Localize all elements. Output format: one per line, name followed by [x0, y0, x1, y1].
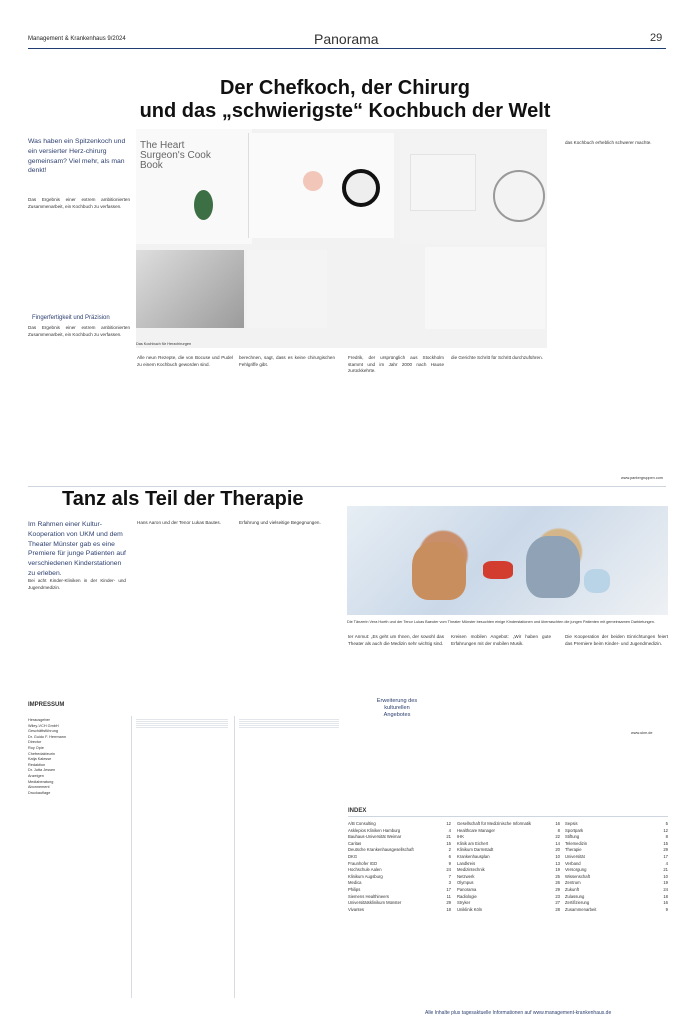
index-page: 15 — [663, 840, 668, 846]
index-page: 25 — [555, 873, 560, 879]
index-entry: Asklepios Kliniken Hamburg — [348, 827, 401, 833]
index-row — [457, 894, 560, 901]
index-page: 16 — [663, 900, 668, 906]
impressum-line-rule — [239, 719, 339, 720]
index-page: 16 — [555, 821, 560, 826]
index-entry: Radiologie — [457, 893, 477, 899]
cookbook-photo — [136, 129, 547, 348]
index-page: 13 — [555, 860, 560, 866]
chef-col-1 — [28, 197, 130, 210]
index-entry: IHK — [457, 834, 464, 840]
impressum-line-rule — [239, 721, 339, 722]
index-col-3 — [565, 821, 668, 913]
index-row — [348, 887, 451, 894]
index-page: 12 — [663, 827, 668, 833]
index-entry: Netzwerk — [457, 873, 475, 879]
index-row — [457, 887, 560, 894]
header-rule — [28, 48, 666, 49]
dance-col-4: ter Anmut: „Es geht um Ihnen, der sowohl das Theater als auch die Medizin sehr wichtig sind. — [348, 634, 444, 646]
index-row — [348, 880, 451, 887]
index-page: 10 — [663, 873, 668, 879]
index-entry: Medizintechnik — [457, 867, 485, 873]
index-row — [565, 841, 668, 848]
page-number: 29 — [650, 32, 663, 44]
index-page: 3 — [448, 880, 451, 886]
index-row — [565, 854, 668, 861]
chef-col-1-text: Das Ergebnis einer extrem ambitionierten Zusammenarbeit, ein Kochbuch zu verfassen. — [28, 197, 130, 209]
index-entry: Krankenhausplan — [457, 853, 490, 859]
impressum-line-rule — [136, 727, 228, 728]
dance-source: www.ukm.de — [631, 731, 653, 735]
impressum-line: Geschäftsführung — [28, 729, 58, 734]
index-row — [565, 900, 668, 907]
index-row — [348, 828, 451, 835]
section-divider — [28, 486, 666, 487]
index-entry: Zertifizierung — [565, 900, 590, 906]
index-page: 23 — [555, 893, 560, 899]
index-row — [457, 874, 560, 881]
index-page: 17 — [663, 853, 668, 859]
chef-col-1b — [28, 325, 130, 470]
impressum-line: Anzeigen — [28, 773, 44, 778]
index-row — [565, 880, 668, 887]
index-page: 29 — [446, 900, 451, 906]
dance-headline: Tanz als Teil der Therapie — [62, 488, 304, 510]
index-row — [565, 907, 668, 914]
index-page: 12 — [446, 821, 451, 826]
footer-text: Alle Inhalte plus tagesaktuelle Informationen auf www.management-krankenhaus.de — [425, 1010, 612, 1016]
impressum-divider-2 — [234, 716, 235, 998]
index-row — [348, 874, 451, 881]
impressum-line-rule — [136, 723, 228, 724]
index-entry: Sportpark — [565, 827, 584, 833]
impressum-line-rule — [239, 727, 339, 728]
index-entry: Sepsis — [565, 821, 578, 826]
index-page: 8 — [557, 827, 560, 833]
index-entry: Versorgung — [565, 867, 587, 873]
impressum-line-rule — [136, 721, 228, 722]
index-row — [457, 854, 560, 861]
index-row — [348, 834, 451, 841]
index-entry: Klinik am Eichert — [457, 840, 489, 846]
index-page: 27 — [555, 900, 560, 906]
index-entry: Siemens Healthineers — [348, 893, 389, 899]
index-page: 18 — [663, 893, 668, 899]
index-page: 4 — [665, 860, 668, 866]
chef-right-col: das Kochbuch erheblich schwerer machte. — [565, 140, 652, 145]
index-page: 14 — [555, 840, 560, 846]
index-entry: Philips — [348, 886, 361, 892]
dance-lead: Im Rahmen einer Kultur-Kooperation von UKM und dem Theater Münster gab es eine Premiere für junge Patienten auf verschiedenen Kinderstationen zu erleben. — [28, 521, 126, 577]
knife-page — [247, 250, 327, 328]
index-entry: DKG — [348, 853, 358, 859]
index-page: 9 — [665, 906, 668, 912]
index-row — [348, 854, 451, 861]
index-row — [457, 847, 560, 854]
sketch-page — [410, 154, 476, 211]
index-page: 29 — [555, 886, 560, 892]
index-entry: Olympus — [457, 880, 474, 886]
index-rule — [348, 816, 668, 817]
index-page: 28 — [555, 906, 560, 912]
index-entry: Therapie — [565, 847, 582, 853]
index-page: 24 — [663, 886, 668, 892]
index-page: 22 — [555, 834, 560, 840]
index-entry: Vivantes — [348, 906, 364, 912]
index-entry: Klinikum Darmstadt — [457, 847, 494, 853]
index-entry: Deutsche Krankenhausgesellschaft — [348, 847, 414, 853]
impressum-line: Mediaberatung — [28, 779, 54, 784]
index-row — [457, 861, 560, 868]
index-entry: Uniklinik Köln — [457, 906, 483, 912]
index-page: 18 — [446, 906, 451, 912]
dance-photo — [347, 506, 668, 615]
chef-source: www.pantergruppen.com — [621, 476, 663, 480]
index-col-1 — [348, 821, 451, 913]
index-entry: Zukunft — [565, 886, 579, 892]
dance-col-5: Kreisen mobilen Angebot: „Wir haben gute Erfahrungen mit der mobilen Musik. — [451, 634, 551, 646]
impressum-line: Chefredakteurin — [28, 751, 56, 756]
index-entry: Zusammenarbeit — [565, 906, 597, 912]
scissors-page — [425, 247, 545, 329]
index-page: 21 — [446, 834, 451, 840]
index-row — [348, 894, 451, 901]
child-figure — [584, 569, 610, 593]
dance-col-3: Erfahrung und vielseitige Begegnungen. — [239, 520, 321, 525]
index-title: INDEX — [348, 808, 367, 814]
index-row — [565, 847, 668, 854]
index-entry: Universität — [565, 853, 585, 859]
vegetable-illustration — [194, 190, 213, 220]
index-row — [565, 834, 668, 841]
impressum-line: Herausgeber — [28, 718, 50, 722]
index-row — [457, 900, 560, 907]
index-entry: Universitätsklinikum Münster — [348, 900, 402, 906]
index-entry: Zentrum — [565, 880, 581, 886]
index-entry: Healthcare Manager — [457, 827, 495, 833]
index-entry: A/B Consulting — [348, 821, 376, 826]
index-page: 26 — [555, 880, 560, 886]
index-row — [457, 834, 560, 841]
index-page: 10 — [555, 853, 560, 859]
cookbook-spread — [248, 133, 394, 238]
dance-col-2: Hans Aaron und der Tenor Lukas Bautes. — [137, 520, 221, 525]
index-page: 6 — [448, 853, 451, 859]
impressum-line-rule — [136, 719, 228, 720]
chefs-photo — [136, 250, 244, 328]
food-dish — [303, 171, 323, 191]
impressum-line: Katja Kalesse — [28, 757, 52, 762]
index-row — [565, 887, 668, 894]
index-page: 5 — [665, 821, 668, 826]
index-page: 17 — [446, 886, 451, 892]
index-col-2 — [457, 821, 560, 913]
chef-subhead: Fingerfertigkeit und Präzision — [32, 315, 110, 321]
chef-col-5: die Gerichte Schritt für Schritt durchzuführen. — [451, 355, 543, 360]
index-page: 15 — [446, 840, 451, 846]
article-headline-1: Der Chefkoch, der Chirurg — [219, 77, 471, 99]
dance-caption: Die Tänzerin Vera Hoeth und der Tenor Lukas Baeuter vom Theater Münster besuchten einige Kinderstationen und überraschten die jungen Patienten mit gemeinsamen Darbietungen. — [347, 620, 655, 624]
index-row — [457, 907, 560, 914]
dancer-figure — [526, 536, 580, 598]
index-page: 19 — [663, 880, 668, 886]
impressum-title: IMPRESSUM — [28, 702, 65, 708]
index-page: 11 — [446, 893, 451, 899]
impressum-line: Abonnement — [28, 785, 50, 790]
dance-col-6: Die Kooperation der beiden Einrichtungen feiert das Premiere beim Kinder- und Jugendmedizin. — [565, 634, 668, 646]
impressum-line-rule — [239, 723, 339, 724]
header-left: Management & Krankenhaus 9/2024 — [28, 36, 126, 42]
pot-page — [329, 247, 425, 329]
index-entry: Medica — [348, 880, 362, 886]
index-entry: Landkreis — [457, 860, 476, 866]
index-row — [565, 821, 668, 828]
section-title: Panorama — [314, 31, 379, 47]
impressum-line: Druckauflage — [28, 790, 51, 795]
index-row — [457, 867, 560, 874]
index-entry: Klinikum Augsburg — [348, 873, 383, 879]
chef-col-4: Fredrik, der ursprünglich aus Stockholm stammt und im Jahr 2000 nach Hause zurückkehrte. — [348, 355, 444, 374]
index-entry: Stryker — [457, 900, 471, 906]
chef-col-1b-text: Das Ergebnis einer extrem ambitionierten Zusammenarbeit, ein Kochbuch zu verfassen. — [28, 325, 130, 337]
impressum-line: Dr. Guido F. Herrmann — [28, 734, 66, 739]
index-page: 21 — [663, 867, 668, 873]
index-row — [348, 900, 451, 907]
index-entry: Telemedizin — [565, 840, 588, 846]
sketch-circle — [493, 170, 545, 222]
index-row — [457, 880, 560, 887]
index-page: 8 — [665, 834, 668, 840]
index-entry: Wissenschaft — [565, 873, 590, 879]
chef-col-3: berechnen, sagt, dass es keine chirurgischen Fehlgriffe gibt. — [239, 355, 335, 367]
impressum-line: Dr. Jutta Jessen — [28, 768, 56, 773]
index-row — [565, 874, 668, 881]
index-row — [565, 867, 668, 874]
index-row — [565, 894, 668, 901]
index-page: 20 — [555, 847, 560, 853]
impressum-line-rule — [136, 725, 228, 726]
index-page: 19 — [555, 867, 560, 873]
index-row — [348, 821, 451, 828]
tenor-figure — [412, 542, 466, 600]
index-page: 24 — [446, 867, 451, 873]
red-prop — [483, 561, 513, 579]
index-page: 4 — [448, 827, 451, 833]
cookbook-cover — [136, 129, 252, 244]
impressum-divider-1 — [131, 716, 132, 998]
cookbook-title: The Heart Surgeon's Cook Book — [140, 140, 211, 171]
impressum-line-rule — [239, 725, 339, 726]
index-page: 29 — [663, 847, 668, 853]
impressum-col — [28, 718, 124, 796]
index-row — [457, 841, 560, 848]
index-row — [457, 821, 560, 828]
index-entry: Panorama — [457, 886, 477, 892]
index-entry: Bauhaus-Universität Weimar — [348, 834, 402, 840]
sketch-spread — [400, 134, 545, 244]
index-page: 9 — [448, 860, 451, 866]
impressum-col-2 — [136, 718, 228, 729]
dance-subhead: Erweiterung des kulturellen Angebotes — [376, 698, 418, 718]
impressum-line: Wiley-VCH GmbH — [28, 723, 59, 728]
index-entry: Caritas — [348, 840, 362, 846]
index-page: 2 — [448, 847, 451, 853]
index-entry: Stiftung — [565, 834, 580, 840]
index-row — [457, 828, 560, 835]
index-row — [348, 907, 451, 914]
index-row — [348, 867, 451, 874]
impressum-line: Redaktion — [28, 762, 46, 767]
article-headline-2: und das „schwierigste“ Kochbuch der Welt — [139, 100, 551, 122]
index-row — [565, 861, 668, 868]
index-entry: Fraunhofer IGD — [348, 860, 378, 866]
impressum-line: Roy Opie — [28, 745, 44, 750]
index-entry: Zulassung — [565, 893, 585, 899]
chef-col-2: Alle neun Rezepte, die von Bocuse und Pudel zu einem Kochbuch geworden sind. — [137, 355, 233, 367]
dance-col-1: Bei acht Kinder-Kliniken in der Kinder- und Jugendmedizin. — [28, 578, 126, 590]
impressum-col-3 — [239, 718, 339, 729]
index-page: 7 — [448, 873, 451, 879]
index-entry: Verband — [565, 860, 581, 866]
index-row — [348, 847, 451, 854]
impressum-line: Director — [28, 740, 42, 745]
cookbook-caption: Das Kochbuch für Herzchirurgen — [136, 342, 192, 346]
index-row — [565, 828, 668, 835]
index-entry: Hochschule Aalen — [348, 867, 382, 873]
index-row — [348, 841, 451, 848]
index-entry: Gesellschaft für Medizinische Informatik — [457, 821, 532, 826]
black-plate — [342, 169, 380, 207]
article-lead: Was haben ein Spitzenkoch und ein versierter Herz-chirurg gemeinsam? Viel mehr, als man denkt! — [28, 138, 126, 175]
index-row — [348, 861, 451, 868]
